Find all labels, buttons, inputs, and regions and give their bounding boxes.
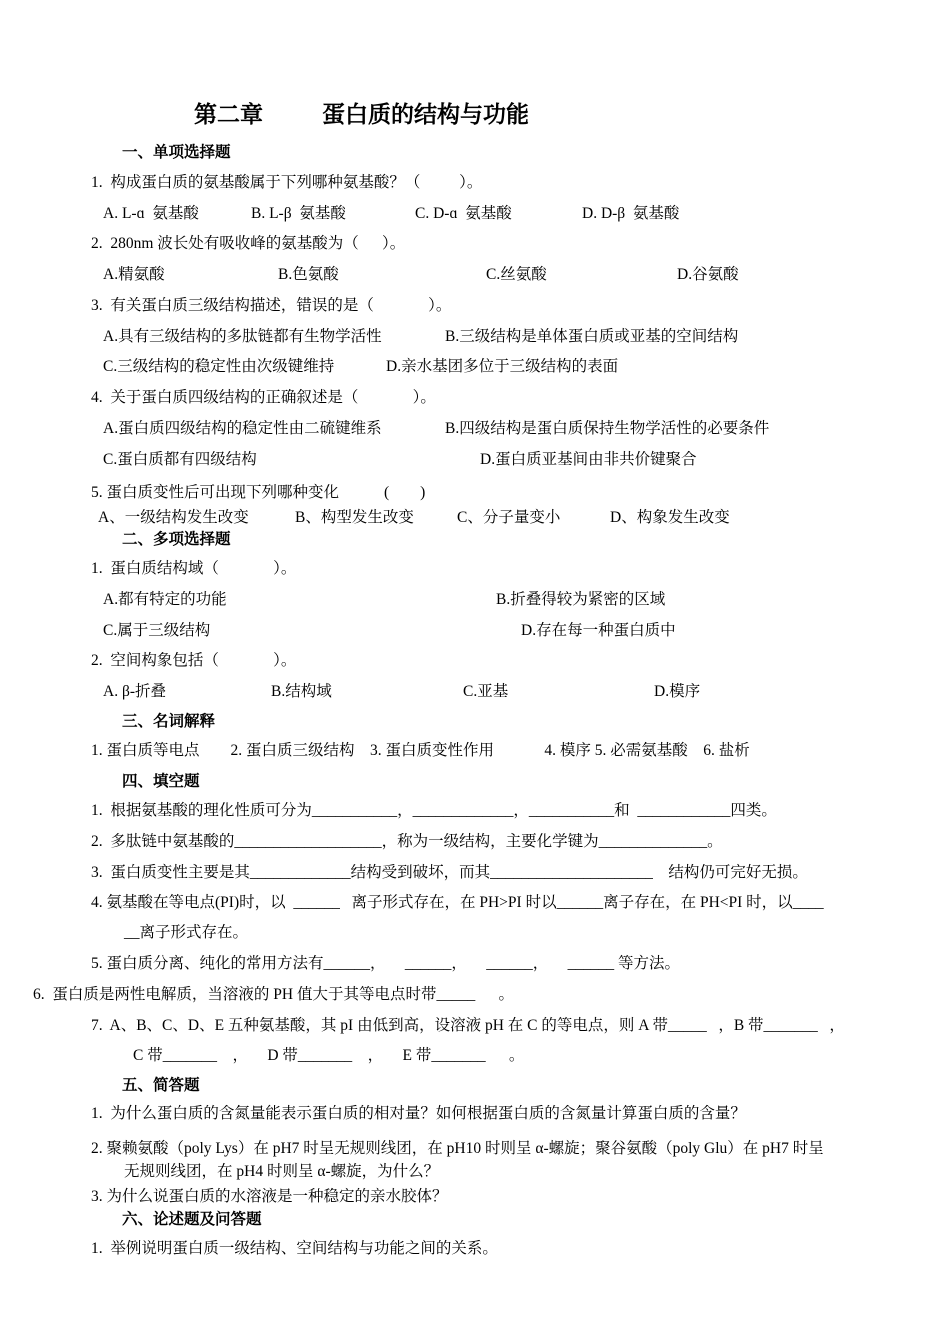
- option-a: A.具有三级结构的多肽链都有生物学活性: [103, 328, 382, 345]
- short-answer-question-continued: 无规则线团，在 pH4 时则呈 α-螺旋，为什么？: [124, 1163, 440, 1180]
- option-d: D.蛋白质亚基间由非共价键聚合: [480, 451, 697, 468]
- option-d: D.模序: [654, 683, 701, 700]
- fill-question-continued: C 带_______ ， D 带_______ ， E 带_______ 。: [133, 1047, 525, 1064]
- option-d: D.亲水基团多位于三级结构的表面: [386, 358, 619, 375]
- option-a: A. β-折叠: [103, 683, 166, 700]
- section-heading: 一、单项选择题: [122, 144, 231, 161]
- question-stem: 3. 有关蛋白质三级结构描述，错误的是（ ）。: [91, 297, 452, 314]
- fill-question: 7. A、B、C、D、E 五种氨基酸，其 pI 由低到高，设溶液 pH 在 C 的等电点，则 A 带_____ ，B 带_______ ，: [91, 1017, 845, 1034]
- question-stem: 4. 关于蛋白质四级结构的正确叙述是（ ）。: [91, 389, 436, 406]
- question-stem: 5. 蛋白质变性后可出现下列哪种变化: [91, 484, 340, 501]
- option-d: D.谷氨酸: [677, 266, 739, 283]
- chapter-number: 第二章: [194, 101, 263, 127]
- fill-question: 3. 蛋白质变性主要是其_____________结构受到破坏，而其_____________________ 结构仍可完好无损。: [91, 864, 808, 881]
- option-c: C.属于三级结构: [103, 622, 211, 639]
- option-d: D.存在每一种蛋白质中: [521, 622, 676, 639]
- option-a: A.精氨酸: [103, 266, 165, 283]
- option-b: B.结构域: [271, 683, 332, 700]
- option-d: D. D-β 氨基酸: [582, 205, 680, 222]
- option-b: B.四级结构是蛋白质保持生物学活性的必要条件: [445, 420, 770, 437]
- option-c: C、分子量变小: [457, 509, 561, 526]
- question-stem: 2. 空间构象包括（ ）。: [91, 652, 297, 669]
- question-stem: 1. 蛋白质结构域（ ）。: [91, 560, 297, 577]
- section-heading: 二、多项选择题: [122, 531, 231, 548]
- option-b: B.折叠得较为紧密的区域: [496, 591, 666, 608]
- section-heading: 三、名词解释: [122, 713, 216, 730]
- page-title: 蛋白质的结构与功能: [322, 101, 529, 127]
- fill-question: 2. 多肽链中氨基酸的___________________，称为一级结构，主要化学键为______________。: [91, 833, 723, 850]
- option-c: C. D-ɑ 氨基酸: [415, 205, 512, 222]
- question-stem: 1. 构成蛋白质的氨基酸属于下列哪种氨基酸？（ ）。: [91, 174, 483, 191]
- fill-question: 1. 根据氨基酸的理化性质可分为___________，_____________，___________和 ____________四类。: [91, 802, 777, 819]
- fill-question: 5. 蛋白质分离、纯化的常用方法有______， ______， ______， ______ 等方法。: [91, 955, 681, 972]
- section-heading: 五、简答题: [122, 1077, 200, 1094]
- short-answer-question: 1. 为什么蛋白质的含氮量能表示蛋白质的相对量？如何根据蛋白质的含氮量计算蛋白质的含量？: [91, 1105, 746, 1122]
- short-answer-question: 3. 为什么说蛋白质的水溶液是一种稳定的亲水胶体？: [91, 1188, 448, 1205]
- essay-question: 1. 举例说明蛋白质一级结构、空间结构与功能之间的关系。: [91, 1240, 498, 1257]
- short-answer-question: 2. 聚赖氨酸（poly Lys）在 pH7 时呈无规则线团，在 pH10 时则呈 α-螺旋；聚谷氨酸（poly Glu）在 pH7 时呈: [91, 1140, 824, 1157]
- option-c: C.亚基: [463, 683, 509, 700]
- fill-question: 4. 氨基酸在等电点(PI)时，以 ______ 离子形式存在，在 PH>PI 时以______离子存在，在 PH<PI 时，以____: [91, 894, 824, 911]
- fill-question: 6. 蛋白质是两性电解质，当溶液的 PH 值大于其等电点时带_____ 。: [33, 986, 514, 1003]
- option-d: D、构象发生改变: [610, 509, 730, 526]
- term-list: 1. 蛋白质等电点 2. 蛋白质三级结构 3. 蛋白质变性作用 4. 模序 5. 必需氨基酸 6. 盐析: [91, 742, 750, 759]
- fill-question-continued: __离子形式存在。: [124, 924, 249, 941]
- option-b: B、构型发生改变: [295, 509, 414, 526]
- section-heading: 六、论述题及问答题: [122, 1211, 262, 1228]
- section-heading: 四、填空题: [122, 773, 200, 790]
- option-c: C.三级结构的稳定性由次级键维持: [103, 358, 335, 375]
- question-stem: 2. 280nm 波长处有吸收峰的氨基酸为（ ）。: [91, 235, 406, 252]
- option-a: A.蛋白质四级结构的稳定性由二硫键维系: [103, 420, 382, 437]
- answer-paren: ( ): [384, 484, 426, 501]
- option-b: B. L-β 氨基酸: [251, 205, 346, 222]
- option-b: B.三级结构是单体蛋白质或亚基的空间结构: [445, 328, 739, 345]
- option-c: C.蛋白质都有四级结构: [103, 451, 257, 468]
- option-b: B.色氨酸: [278, 266, 339, 283]
- option-a: A、一级结构发生改变: [98, 509, 249, 526]
- option-a: A. L-ɑ 氨基酸: [103, 205, 199, 222]
- option-a: A.都有特定的功能: [103, 591, 227, 608]
- option-c: C.丝氨酸: [486, 266, 547, 283]
